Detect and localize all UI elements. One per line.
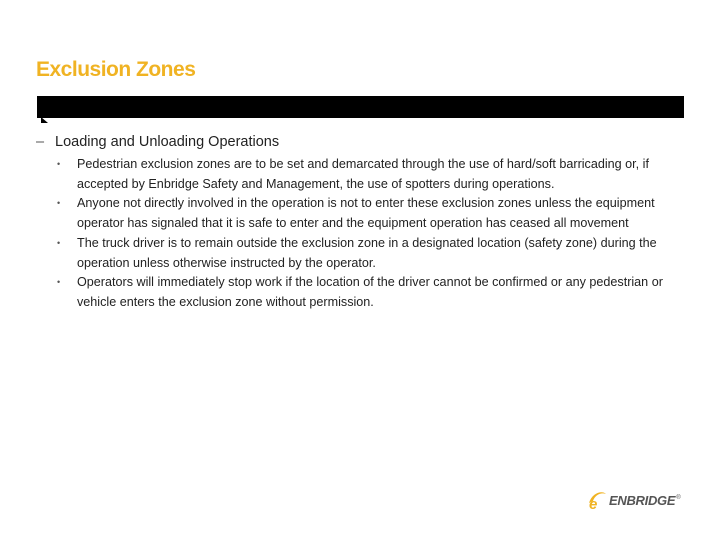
bullet-item [36,194,686,233]
logo-trademark: ® [676,495,681,501]
bullet-item [36,273,686,312]
logo-wordmark: ENBRIDGE [609,492,676,508]
svg-text:e: e [589,496,598,511]
heading-text: Loading and Unloading Operations [55,134,280,150]
bullet-text: Anyone not directly involved in the operation is not to enter these exclusion zones unless the equipment operator has signaled that it is safe to enter and the equipment operation has ceased all movement [77,196,655,231]
dash-marker: – [36,134,45,150]
slide-content [36,132,686,313]
bullet-text: Operators will immediately stop work if the location of the driver cannot be confirmed or any pedestrian or vehicle enters the exclusion zone without permission. [77,275,663,309]
bullet-text: The truck driver is to remain outside the exclusion zone in a designated location (safety zone) during the operation unless otherwise instructed by the operator. [77,235,657,270]
bullet-list [36,155,686,313]
enbridge-logo-mark-icon [586,489,608,511]
bullet-marker: • [57,159,61,169]
bullet-marker: • [57,198,61,209]
bullet-marker: • [57,277,61,288]
bullet-item [36,234,686,273]
slide-title: Exclusion Zones [36,58,196,81]
bullet-marker: • [57,237,61,248]
bullet-item [36,155,686,194]
enbridge-logo [586,489,681,511]
bullet-text: Pedestrian exclusion zones are to be set and demarcated through the use of hard/soft barricading or, if accepted by Enbridge Safety and Management, the use of spotters during operations. [77,157,649,191]
heading-item [36,132,686,152]
title-bar [37,96,684,118]
title-bar-tail [41,117,48,123]
